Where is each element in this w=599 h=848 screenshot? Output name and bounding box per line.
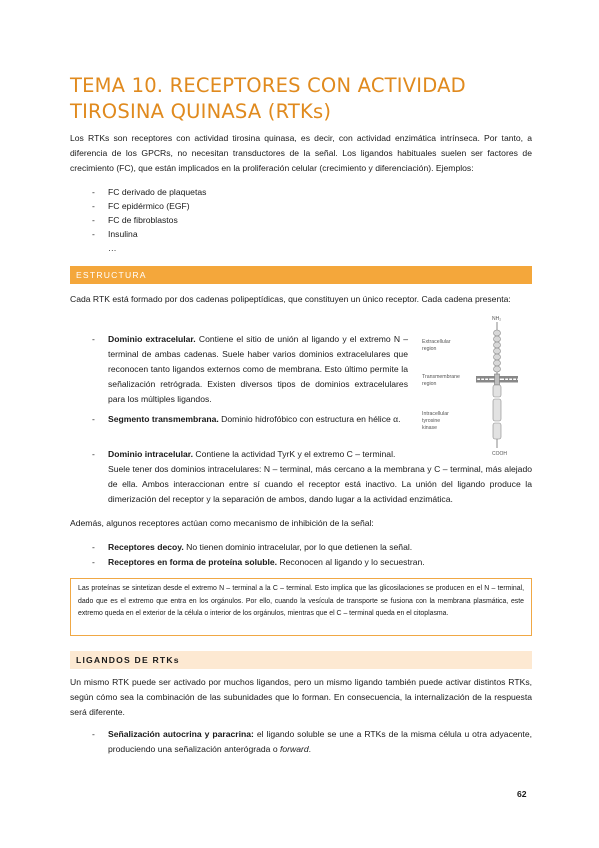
list-item: - Dominio extracelular. Contiene el sitio de unión al ligando y el extremo N – terminal de ambas cadenas. Suele haber varios dominios extracelulares que reconocen tanto ligandos externos como de membrana. Esto último permite la señalización retrógrada. Existen diversos tipos de dominios extracelulares para los múltiples ligandos. [92,334,408,404]
document-page: TEMA 10. RECEPTORES CON ACTIVIDAD TIROSINA QUINASA (RTKs) Los RTKs son receptores con actividad tirosina quinasa, es decir, con actividad enzimática intrínseca. Por tanto, a diferencia de los GPCRs, no necesitan transductores de la señal. Los ligandos habituales suelen ser factores de crecimiento (FC), que están implicados en la proliferación celular (crecimiento y diferenciación). Ejemplos: - FC derivado de plaquetas - FC epidérmico (EGF) - FC de fibroblastos - Insulina … ESTRUCTURA Cada RTK está formado por dos cadenas polipeptídicas, que constituyen un único receptor. Cada cadena presenta: - Dominio extracelular. Contiene el sitio de unión al ligando y el extremo N – terminal de ambas cadenas. Suele haber varios dominios extracelulares que reconocen tanto ligandos externos como de membrana. Esto último permite la señalización retrógrada. Existen diversos tipos de dominios extracelulares para los múltiples ligandos. - Segmento transmembrana. Dominio hidrofóbico con estructura en hélice α. - Dominio intracelular. Contiene la actividad TyrK y el extremo C – terminal. Suele tener dos dominios intracelulares: N – terminal, más cercano a la membrana y C – terminal, más alejado de ella. Ambos interaccionan entre sí cuando el receptor está inactivo. La unión del ligando produce la dimerización del receptor y la separación de ambos, dando lugar a la actividad enzimática. NH₂ COOH Extracellular region Transmembrane region Intracellular tyrosine kinase Además, algunos receptores actúan como mecanismo de inhibición de la señal: - Receptores decoy. No tienen dominio intracelular, por lo que detienen la señal. - Receptores en forma de proteína soluble. Reconocen al ligando y lo secuestran. Las proteínas se sintetizan desde el extremo N – terminal a la C – terminal. Esto implica que las glicosilaciones se producen en el N – terminal, dado que es el extremo que entra en los orgánulos. Por ello, cuando la vesícula de transporte se fusiona con la membrana plasmática, este extremo queda en el exterior de la célula o interior de los orgánulos, mientras que el C – terminal queda en el citoplasma. LIGANDOS DE RTKs Un mismo RTK puede ser activado por muchos ligandos, pero un mismo ligando también puede activar distintos RTKs, según cómo sea la combinación de las subunidades que lo forman. En consecuencia, la internalización de la respuesta será diferente. - Señalización autocrina y paracrina: el ligando soluble se une a RTKs de la misma célula u otra adyacente, produciendo una señalización anterógrada o forward. 62 [0,0,599,848]
rtk-structure-figure [418,313,532,458]
list-item: - Señalización autocrina y paracrina: el ligando soluble se une a RTKs de la misma célula u otra adyacente, produciendo una señalización anterógrada o forward. [92,729,532,754]
page-title: TEMA 10. RECEPTORES CON ACTIVIDAD TIROSINA QUINASA (RTKs) [70,74,466,123]
intro-paragraph: Los RTKs son receptores con actividad tirosina quinasa, es decir, con actividad enzimática intrínseca. Por tanto, a diferencia de los GPCRs, no necesitan transductores de la señal. Los ligandos habituales suelen ser factores de crecimiento (FC), que están implicados en la proliferación celular (crecimiento y diferenciación). Ejemplos: [70,133,532,173]
list-item: - Dominio intracelular. Contiene la actividad TyrK y el extremo C – terminal. Suele tener dos dominios intracelulares: N – terminal, más cercano a la membrana y C – terminal, más alejado de ella. Ambos interaccionan entre sí cuando el receptor está inactivo. La unión del ligando produce la dimerización del receptor y la separación de ambos, dando lugar a la actividad enzimática. [92,449,532,504]
svg-text:kinase: kinase [422,425,437,431]
cooh-label: COOH [492,451,507,457]
list-item: - Receptores en forma de proteína soluble. Reconocen al ligando y lo secuestran. [92,557,425,567]
note-box: Las proteínas se sintetizan desde el extremo N – terminal a la C – terminal. Esto implica que las glicosilaciones se producen en el N – terminal, dado que es el extremo que entra en los orgánulos. Por ello, cuando la vesícula de transporte se fusiona con la membrana plasmática, este extremo queda en el exterior de la célula o interior de los orgánulos, mientras que el C – terminal queda en el citoplasma. [70,578,532,636]
list-item: - Receptores decoy. No tienen dominio intracelular, por lo que detienen la señal. [92,542,413,552]
section-paragraph: Un mismo RTK puede ser activado por muchos ligandos, pero un mismo ligando también puede activar distintos RTKs, según cómo sea la combinación de las subunidades que lo forman. En consecuencia, la internalización de la respuesta será diferente. [70,677,532,717]
section-paragraph: Cada RTK está formado por dos cadenas polipeptídicas, que constituyen un único receptor. Cada cadena presenta: [70,294,511,304]
svg-text:region: region [422,346,437,352]
nh2-label: NH₂ [492,316,502,322]
page-number: 62 [517,789,527,799]
section-heading-ligandos: LIGANDOS DE RTKs [70,651,532,669]
section-paragraph: Además, algunos receptores actúan como mecanismo de inhibición de la señal: [70,518,374,528]
extracellular-label: Extracellular [422,339,451,345]
section-heading-estructura: ESTRUCTURA [70,266,532,284]
transmembrane-label: Transmembrane [422,374,460,380]
svg-text:tyrosine: tyrosine [422,418,441,424]
list-item: - Segmento transmembrana. Dominio hidrofóbico con estructura en hélice α. [92,414,401,424]
svg-text:region: region [422,381,437,387]
intracellular-label: Intracellular [422,411,449,417]
extracellular-domains [494,330,501,372]
